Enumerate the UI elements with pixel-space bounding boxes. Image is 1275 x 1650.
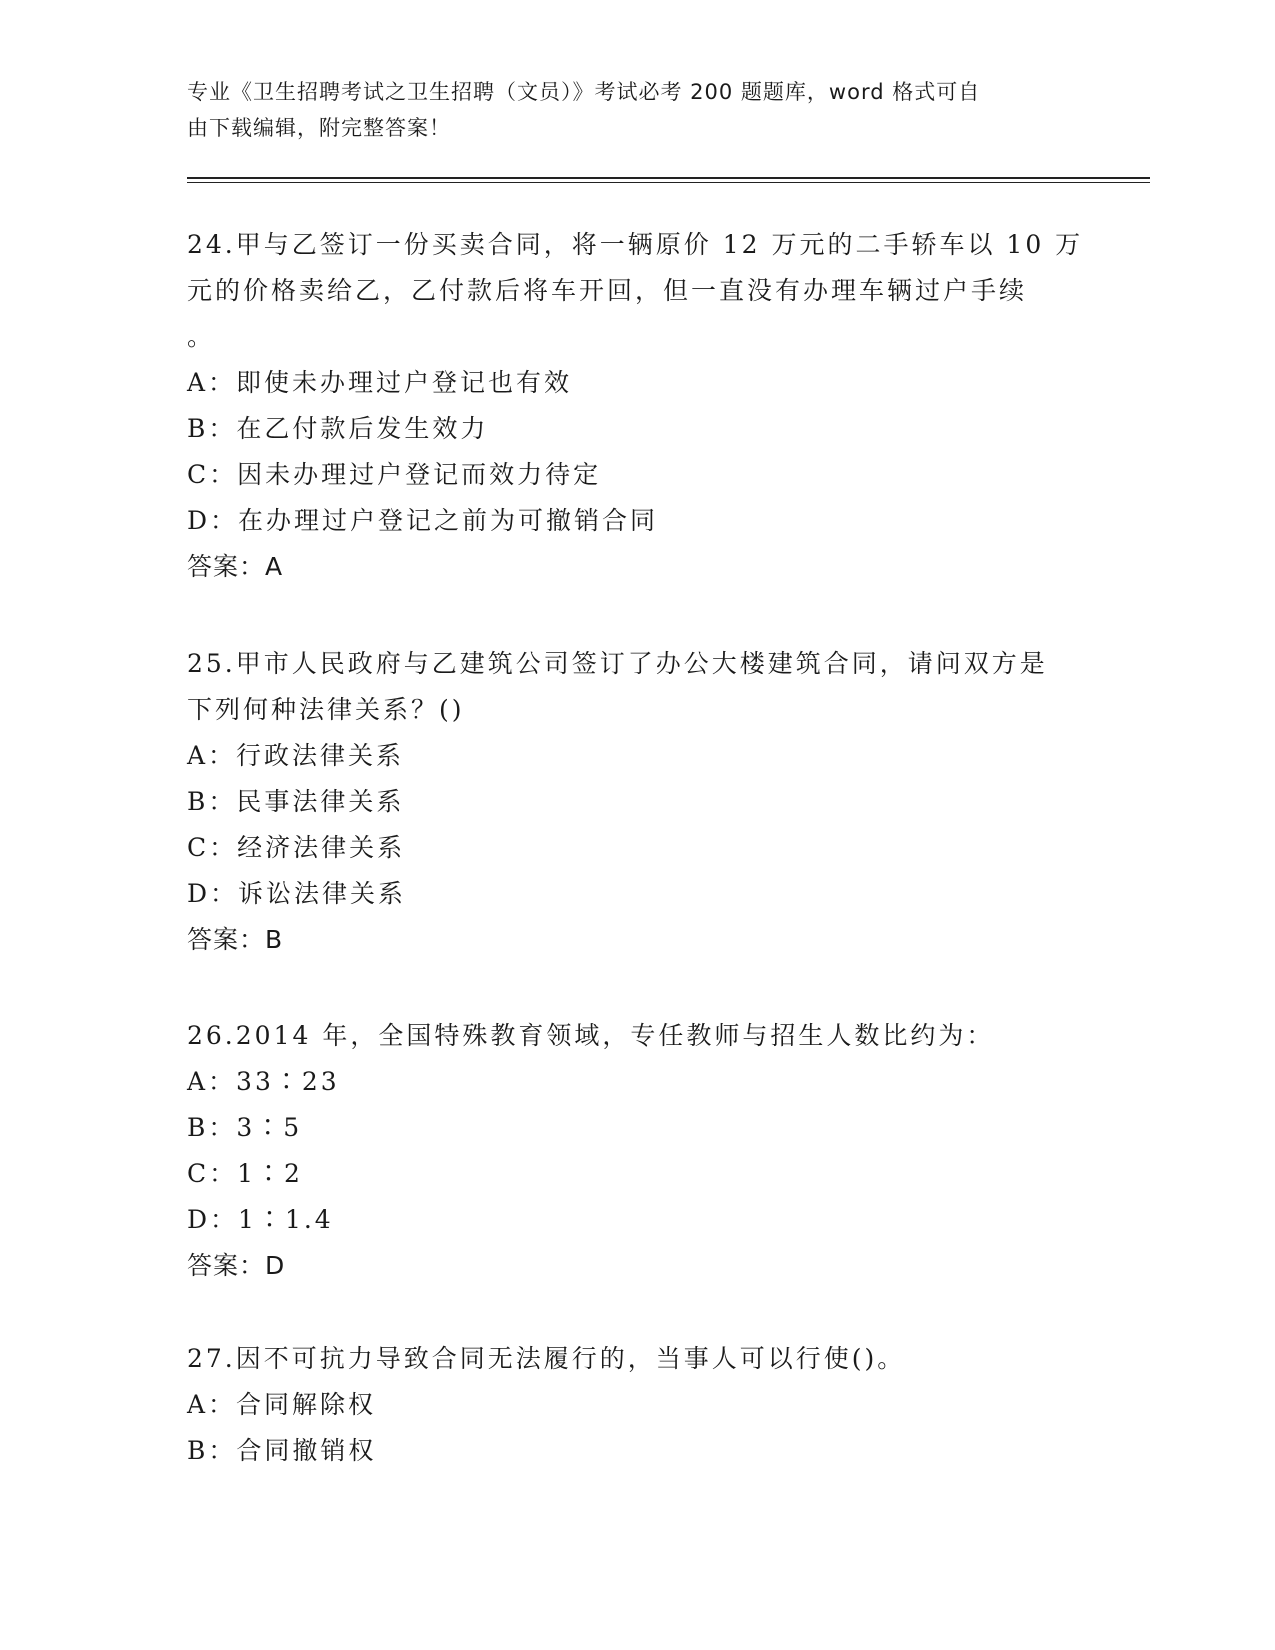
question-stem-line: 26.2014 年，全国特殊教育领域，专任教师与招生人数比约为： <box>187 1021 995 1050</box>
option-a: A：行政法律关系 <box>187 741 405 770</box>
question-stem-line: 27.因不可抗力导致合同无法履行的，当事人可以行使()。 <box>187 1344 906 1373</box>
question-stem-line: 。 <box>187 322 216 351</box>
header-line-1: 专业《卫生招聘考试之卫生招聘（文员）》考试必考 200 题题库，word 格式可自 <box>187 80 981 104</box>
header-divider-thin <box>187 182 1150 183</box>
option-c: C：经济法律关系 <box>187 833 406 862</box>
question-stem-line: 25.甲市人民政府与乙建筑公司签订了办公大楼建筑合同，请问双方是 <box>187 649 1048 678</box>
option-c: C：因未办理过户登记而效力待定 <box>187 460 602 489</box>
option-d: D：1∶1.4 <box>187 1205 334 1234</box>
option-b: B：合同撤销权 <box>187 1436 377 1465</box>
option-b: B：在乙付款后发生效力 <box>187 414 489 443</box>
option-d: D：在办理过户登记之前为可撤销合同 <box>187 506 659 535</box>
question-25 <box>187 641 1087 963</box>
question-24 <box>187 222 1087 590</box>
answer-label: 答案：D <box>187 1251 286 1280</box>
question-stem-line: 元的价格卖给乙，乙付款后将车开回，但一直没有办理车辆过户手续 <box>187 276 1028 305</box>
option-b: B：3∶5 <box>187 1113 303 1142</box>
document-header <box>187 74 1067 146</box>
answer-label: 答案：A <box>187 552 284 581</box>
question-26 <box>187 1013 1087 1289</box>
option-c: C：1∶2 <box>187 1159 303 1188</box>
option-b: B：民事法律关系 <box>187 787 405 816</box>
header-line-2: 由下载编辑，附完整答案！ <box>187 116 451 140</box>
question-stem-line: 24.甲与乙签订一份买卖合同，将一辆原价 12 万元的二手轿车以 10 万 <box>187 230 1084 259</box>
option-d: D：诉讼法律关系 <box>187 879 407 908</box>
option-a: A：即使未办理过户登记也有效 <box>187 368 573 397</box>
option-a: A：合同解除权 <box>187 1390 377 1419</box>
question-stem-line: 下列何种法律关系？() <box>187 695 465 724</box>
answer-label: 答案：B <box>187 925 284 954</box>
option-a: A：33∶23 <box>187 1067 340 1096</box>
header-divider-thick <box>187 177 1150 179</box>
question-27 <box>187 1336 1087 1474</box>
